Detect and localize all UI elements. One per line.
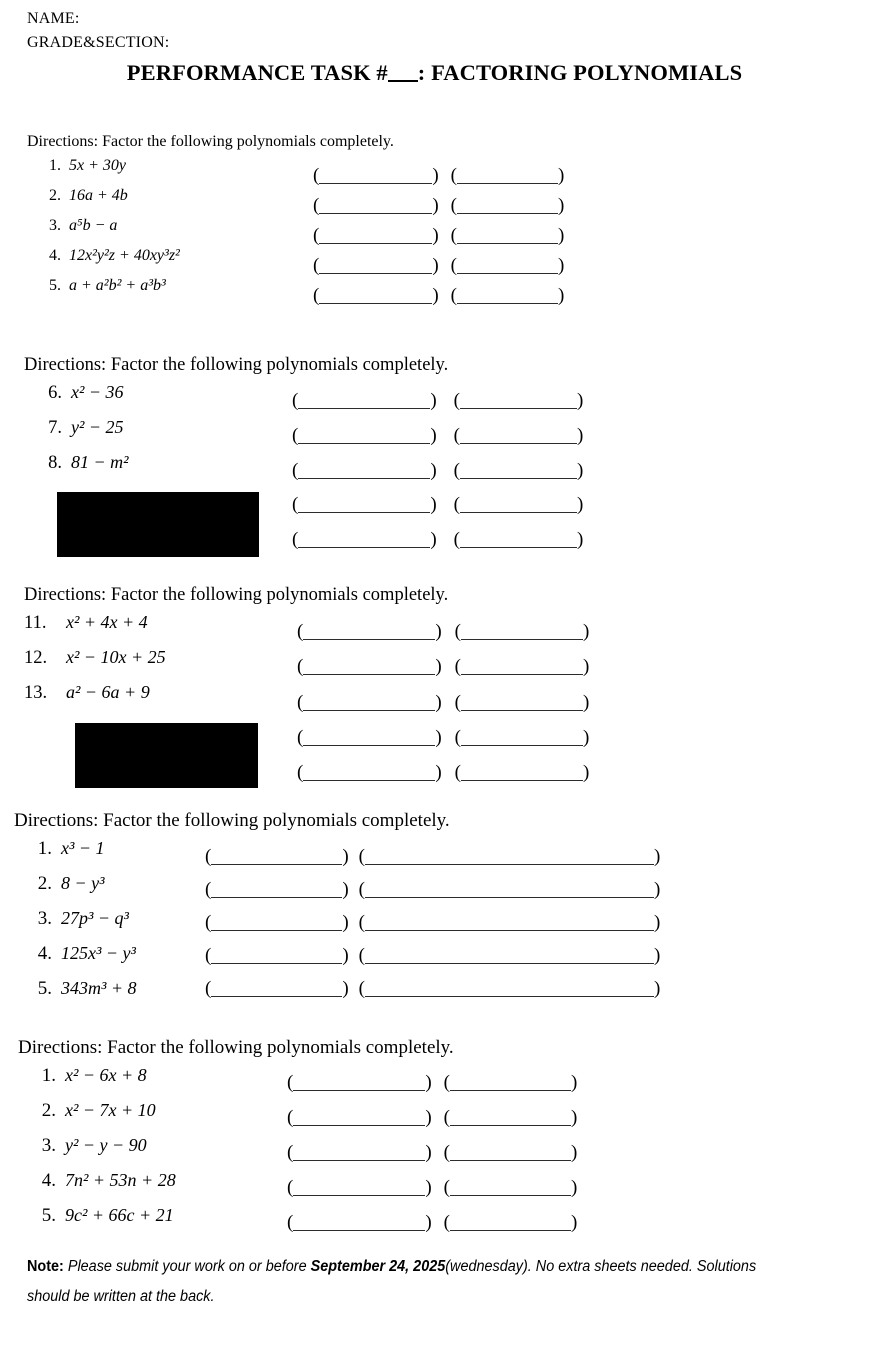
answer-rule <box>460 501 577 513</box>
problem-expression: 125x³ − y³ <box>61 943 136 963</box>
right-paren: ) <box>557 195 565 216</box>
right-paren: ) <box>557 165 565 186</box>
left-paren: ( <box>443 1212 450 1233</box>
answer-blank-pair[interactable] <box>313 257 564 274</box>
answer-blank-second[interactable] <box>454 726 590 748</box>
right-paren: ) <box>435 726 442 748</box>
student-info-block <box>27 7 169 55</box>
problem-expression: y² − y − 90 <box>65 1135 147 1155</box>
answer-blank-first[interactable] <box>292 424 437 446</box>
problem-expression: 5x + 30y <box>69 157 126 174</box>
left-paren: ( <box>453 529 460 551</box>
answer-blank-pair[interactable] <box>313 287 564 304</box>
answer-rule <box>303 628 435 640</box>
right-paren: ) <box>435 656 442 678</box>
answer-rule <box>457 232 558 244</box>
right-paren: ) <box>432 165 439 186</box>
answer-blank-second[interactable] <box>359 914 661 931</box>
right-paren: ) <box>342 945 349 966</box>
answer-blank-second[interactable] <box>451 287 565 304</box>
answer-rule <box>298 536 430 548</box>
left-paren: ( <box>358 879 365 900</box>
left-paren: ( <box>297 762 304 784</box>
answer-rule <box>460 397 577 409</box>
problem-number: 4. <box>41 1170 56 1191</box>
left-paren: ( <box>443 1177 450 1198</box>
answer-blank-second[interactable] <box>359 980 661 997</box>
problem-expression: a² − 6a + 9 <box>66 682 150 702</box>
answer-blank-second[interactable] <box>454 762 590 784</box>
answer-blank-first[interactable] <box>287 1109 432 1126</box>
right-paren: ) <box>432 255 439 276</box>
right-paren: ) <box>425 1212 432 1233</box>
grade-section-label: GRADE&SECTION: <box>27 34 170 51</box>
answer-blank-second[interactable] <box>444 1214 578 1231</box>
right-paren: ) <box>425 1177 432 1198</box>
answer-blank-pair[interactable] <box>287 1214 577 1231</box>
answer-rule <box>293 1114 425 1126</box>
answer-rule <box>460 432 577 444</box>
answer-rule <box>211 853 342 865</box>
right-paren: ) <box>435 762 442 784</box>
answer-blank-second[interactable] <box>451 167 565 184</box>
answer-blank-first[interactable] <box>287 1144 432 1161</box>
right-paren: ) <box>342 879 349 900</box>
answer-blank-first[interactable] <box>297 656 442 678</box>
answer-blank-first[interactable] <box>297 726 442 748</box>
answer-rule <box>457 262 558 274</box>
left-paren: ( <box>205 912 212 933</box>
left-paren: ( <box>450 255 457 276</box>
right-paren: ) <box>576 390 584 411</box>
answer-rule <box>457 202 558 214</box>
note-text-before-date: Please submit your work on or before <box>63 1258 311 1275</box>
directions-text: Directions: Factor the following polynomials completely. <box>27 133 394 150</box>
left-paren: ( <box>450 195 457 216</box>
problem-expression: x² − 10x + 25 <box>66 647 166 667</box>
answer-blank-second[interactable] <box>451 227 565 244</box>
problem-expression: y² − 25 <box>71 417 124 437</box>
answer-rule <box>319 172 432 184</box>
right-paren: ) <box>557 225 565 246</box>
answer-rule <box>303 769 435 781</box>
right-paren: ) <box>570 1142 578 1163</box>
answer-blank-pair[interactable] <box>313 227 564 244</box>
answer-blank-pair[interactable] <box>287 1179 577 1196</box>
answer-blank-pair[interactable] <box>292 392 583 409</box>
page-title-prefix: PERFORMANCE TASK # <box>126 60 388 85</box>
left-paren: ( <box>292 424 299 446</box>
answer-rule <box>293 1149 425 1161</box>
answer-rule <box>293 1184 425 1196</box>
problem-number: 5. <box>37 978 52 999</box>
right-paren: ) <box>582 656 590 678</box>
answer-blank-second[interactable] <box>451 197 565 214</box>
answer-rule <box>293 1079 425 1091</box>
answer-rule <box>461 663 583 675</box>
answer-blank-first[interactable] <box>205 848 349 865</box>
left-paren: ( <box>313 165 320 186</box>
answer-rule <box>460 536 577 548</box>
answer-blank-first[interactable] <box>313 167 439 184</box>
answer-rule <box>298 501 430 513</box>
answer-blank-second[interactable] <box>455 623 590 640</box>
answer-blank-second[interactable] <box>453 494 584 516</box>
left-paren: ( <box>453 390 460 411</box>
left-paren: ( <box>292 494 299 516</box>
left-paren: ( <box>453 459 460 481</box>
answer-blank-first[interactable] <box>292 459 437 481</box>
answer-rule <box>450 1079 571 1091</box>
answer-rule <box>365 853 654 865</box>
answer-rule <box>457 292 558 304</box>
answer-blank-pair[interactable] <box>287 1109 577 1126</box>
left-paren: ( <box>454 656 461 678</box>
left-paren: ( <box>292 390 299 411</box>
left-paren: ( <box>205 846 212 867</box>
left-paren: ( <box>297 621 304 642</box>
answer-rule <box>211 985 342 997</box>
problem-expression: 7n² + 53n + 28 <box>65 1170 176 1190</box>
answer-blank-pair[interactable] <box>287 1144 577 1161</box>
directions-text: Directions: Factor the following polynomials completely. <box>14 810 450 831</box>
answer-rule <box>319 202 432 214</box>
left-paren: ( <box>287 1072 294 1093</box>
right-paren: ) <box>425 1107 432 1128</box>
problem-number: 1. <box>37 838 52 859</box>
answer-blank-first[interactable] <box>205 980 349 997</box>
right-paren: ) <box>582 621 590 642</box>
problem-section-1 <box>27 133 394 307</box>
answer-blank-second[interactable] <box>359 848 661 865</box>
answer-blank-second[interactable] <box>359 947 661 964</box>
problem-expression: x³ − 1 <box>61 838 105 858</box>
left-paren: ( <box>443 1072 450 1093</box>
left-paren: ( <box>287 1212 294 1233</box>
problem-expression: x² − 36 <box>71 382 124 402</box>
right-paren: ) <box>432 195 439 216</box>
problem-expression: 81 − m² <box>71 452 129 472</box>
right-paren: ) <box>570 1072 578 1093</box>
answer-blank-pair[interactable] <box>292 459 584 481</box>
left-paren: ( <box>450 285 457 306</box>
left-paren: ( <box>313 195 320 216</box>
right-paren: ) <box>430 459 437 481</box>
right-paren: ) <box>653 912 661 933</box>
answer-blank-pair[interactable] <box>297 623 589 640</box>
problem-expression: x² − 6x + 8 <box>65 1065 147 1085</box>
right-paren: ) <box>430 424 437 446</box>
problem-expression: 12x²y²z + 40xy³z² <box>69 247 180 264</box>
answer-rule <box>365 886 654 898</box>
right-paren: ) <box>576 424 584 446</box>
answer-rule <box>303 699 435 711</box>
page-title <box>0 60 869 86</box>
answer-rule <box>298 467 430 479</box>
submission-note <box>27 1252 780 1312</box>
answer-blank-second[interactable] <box>444 1144 578 1161</box>
answer-blank-first[interactable] <box>297 762 442 784</box>
note-text-after-date: (wednesday). No extra sheets needed. Solutions should be written at the back. <box>27 1258 757 1305</box>
note-label: Note: <box>27 1258 64 1275</box>
right-paren: ) <box>653 846 661 867</box>
left-paren: ( <box>287 1107 294 1128</box>
left-paren: ( <box>297 691 304 713</box>
answer-blank-pair[interactable] <box>205 881 660 898</box>
right-paren: ) <box>430 390 437 411</box>
right-paren: ) <box>557 255 565 276</box>
right-paren: ) <box>582 691 590 713</box>
answer-blank-first[interactable] <box>313 227 439 244</box>
answer-rule <box>461 734 583 746</box>
answer-rule <box>461 699 583 711</box>
answer-blank-second[interactable] <box>359 881 661 898</box>
answer-blank-pair[interactable] <box>297 726 590 748</box>
answer-rule <box>457 172 558 184</box>
left-paren: ( <box>358 945 365 966</box>
directions-text: Directions: Factor the following polynomials completely. <box>24 355 449 375</box>
right-paren: ) <box>432 285 439 306</box>
answer-rule <box>303 663 435 675</box>
right-paren: ) <box>653 945 661 966</box>
answer-rule <box>211 886 342 898</box>
answer-blank-first[interactable] <box>287 1179 432 1196</box>
page-title-suffix: : FACTORING POLYNOMIALS <box>417 60 743 85</box>
left-paren: ( <box>454 726 461 748</box>
answer-rule <box>450 1114 571 1126</box>
answer-rule <box>211 919 342 931</box>
directions-text: Directions: Factor the following polynomials completely. <box>18 1037 454 1058</box>
answer-blank-second[interactable] <box>444 1074 578 1091</box>
answer-blank-first[interactable] <box>205 914 349 931</box>
right-paren: ) <box>582 762 590 784</box>
problem-expression: x² + 4x + 4 <box>66 612 148 632</box>
note-due-date: September 24, 2025 <box>310 1258 446 1275</box>
answer-blank-first[interactable] <box>292 392 437 409</box>
answer-rule <box>319 262 432 274</box>
problem-expression: 16a + 4b <box>69 187 128 204</box>
answer-blank-pair[interactable] <box>313 197 564 214</box>
right-paren: ) <box>576 494 584 516</box>
problem-number: 3. <box>37 908 52 929</box>
answer-blank-second[interactable] <box>454 656 590 678</box>
answer-blank-first[interactable] <box>292 529 437 551</box>
problem-number: 12. <box>24 648 48 668</box>
task-number-blank <box>388 80 418 82</box>
answer-blank-pair[interactable] <box>205 980 660 997</box>
answer-rule <box>365 919 654 931</box>
answer-blank-second[interactable] <box>451 257 565 274</box>
answer-blank-first[interactable] <box>313 287 439 304</box>
answer-blank-second[interactable] <box>444 1109 578 1126</box>
left-paren: ( <box>205 879 212 900</box>
left-paren: ( <box>313 255 320 276</box>
answer-blank-first[interactable] <box>292 494 437 516</box>
right-paren: ) <box>582 726 590 748</box>
left-paren: ( <box>292 459 299 481</box>
left-paren: ( <box>297 726 304 748</box>
answer-rule <box>303 734 435 746</box>
right-paren: ) <box>653 978 661 999</box>
right-paren: ) <box>425 1142 432 1163</box>
answer-blank-first[interactable] <box>287 1074 432 1091</box>
directions-text: Directions: Factor the following polynomials completely. <box>24 585 449 605</box>
left-paren: ( <box>443 1142 450 1163</box>
answer-rule <box>319 232 432 244</box>
problem-number: 2. <box>49 187 61 204</box>
answer-blank-pair[interactable] <box>205 947 660 964</box>
problem-number: 1. <box>41 1065 56 1086</box>
answer-blank-first[interactable] <box>287 1214 432 1231</box>
right-paren: ) <box>570 1212 578 1233</box>
answer-rule <box>450 1219 571 1231</box>
left-paren: ( <box>297 656 304 678</box>
answer-rule <box>211 952 342 964</box>
answer-blank-first[interactable] <box>313 257 439 274</box>
left-paren: ( <box>313 285 320 306</box>
right-paren: ) <box>342 912 349 933</box>
problem-expression: 343m³ + 8 <box>61 978 137 998</box>
name-label: NAME: <box>27 10 80 27</box>
right-paren: ) <box>342 978 349 999</box>
answer-blank-pair[interactable] <box>297 762 590 784</box>
problem-number: 2. <box>41 1100 56 1121</box>
right-paren: ) <box>557 285 565 306</box>
answer-blank-pair[interactable] <box>313 167 564 184</box>
problem-number: 8. <box>48 453 62 473</box>
problem-expression: x² − 7x + 10 <box>65 1100 156 1120</box>
left-paren: ( <box>313 225 320 246</box>
answer-blank-pair[interactable] <box>287 1074 577 1091</box>
problem-number: 6. <box>48 383 62 403</box>
right-paren: ) <box>653 879 661 900</box>
problem-number: 11. <box>24 613 47 633</box>
left-paren: ( <box>454 691 461 713</box>
answer-blank-first[interactable] <box>297 691 442 713</box>
right-paren: ) <box>576 459 584 481</box>
problem-number: 4. <box>49 247 61 264</box>
left-paren: ( <box>453 494 460 516</box>
left-paren: ( <box>287 1177 294 1198</box>
answer-blank-pair[interactable] <box>205 914 660 931</box>
answer-blank-second[interactable] <box>453 529 584 551</box>
left-paren: ( <box>450 225 457 246</box>
left-paren: ( <box>454 762 461 784</box>
right-paren: ) <box>342 846 349 867</box>
problem-number: 13. <box>24 683 48 703</box>
right-paren: ) <box>432 225 439 246</box>
answer-rule <box>298 432 430 444</box>
left-paren: ( <box>358 978 365 999</box>
answer-blank-pair[interactable] <box>297 656 590 678</box>
problem-number: 2. <box>37 873 52 894</box>
answer-blank-pair[interactable] <box>205 848 660 865</box>
left-paren: ( <box>454 621 461 642</box>
answer-rule <box>460 467 577 479</box>
left-paren: ( <box>205 945 212 966</box>
left-paren: ( <box>358 846 365 867</box>
answer-blank-second[interactable] <box>454 691 590 713</box>
right-paren: ) <box>576 529 584 551</box>
problem-number: 1. <box>49 157 61 174</box>
problem-section-5 <box>18 1037 454 1240</box>
problem-number: 7. <box>48 418 62 438</box>
answer-blank-second[interactable] <box>444 1179 578 1196</box>
answer-rule <box>298 397 430 409</box>
left-paren: ( <box>292 529 299 551</box>
left-paren: ( <box>205 978 212 999</box>
problem-expression: 27p³ − q³ <box>61 908 129 928</box>
redaction-box <box>75 723 258 788</box>
problem-number: 3. <box>41 1135 56 1156</box>
answer-rule <box>293 1219 425 1231</box>
answer-blank-pair[interactable] <box>292 494 584 516</box>
problem-number: 3. <box>49 217 61 234</box>
answer-rule <box>461 628 583 640</box>
left-paren: ( <box>287 1142 294 1163</box>
answer-blank-first[interactable] <box>313 197 439 214</box>
redaction-box <box>57 492 259 557</box>
answer-blank-first[interactable] <box>297 623 442 640</box>
answer-blank-second[interactable] <box>454 392 584 409</box>
answer-rule <box>450 1184 571 1196</box>
problem-expression: 8 − y³ <box>61 873 105 893</box>
answer-rule <box>319 292 432 304</box>
right-paren: ) <box>430 529 437 551</box>
right-paren: ) <box>570 1177 578 1198</box>
left-paren: ( <box>450 165 457 186</box>
answer-blank-second[interactable] <box>453 459 584 481</box>
answer-blank-second[interactable] <box>453 424 584 446</box>
right-paren: ) <box>430 494 437 516</box>
answer-blank-pair[interactable] <box>297 691 590 713</box>
answer-blank-pair[interactable] <box>292 529 584 551</box>
left-paren: ( <box>453 424 460 446</box>
problem-number: 5. <box>41 1205 56 1226</box>
problem-number: 5. <box>49 277 61 294</box>
problem-number: 4. <box>37 943 52 964</box>
right-paren: ) <box>425 1072 432 1093</box>
right-paren: ) <box>570 1107 578 1128</box>
right-paren: ) <box>435 691 442 713</box>
problem-expression: a⁵b − a <box>69 217 118 234</box>
answer-blank-first[interactable] <box>205 947 349 964</box>
answer-blank-first[interactable] <box>205 881 349 898</box>
left-paren: ( <box>358 912 365 933</box>
answer-rule <box>365 985 654 997</box>
answer-blank-pair[interactable] <box>292 424 584 446</box>
left-paren: ( <box>443 1107 450 1128</box>
right-paren: ) <box>435 621 442 642</box>
answer-rule <box>450 1149 571 1161</box>
answer-rule <box>461 769 583 781</box>
answer-rule <box>365 952 654 964</box>
problem-expression: a + a²b² + a³b³ <box>69 277 166 294</box>
problem-expression: 9c² + 66c + 21 <box>65 1205 174 1225</box>
